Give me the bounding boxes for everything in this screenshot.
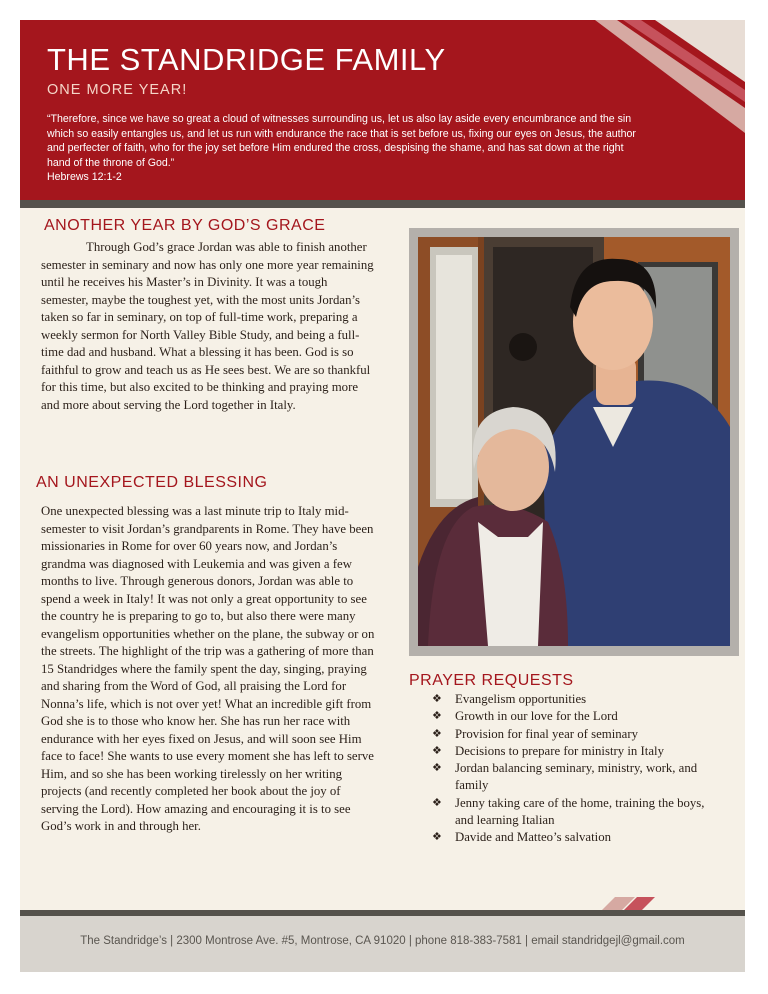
section-heading-grace: ANOTHER YEAR BY GOD’S GRACE <box>44 217 326 234</box>
diamond-bullet-icon: ❖ <box>432 710 442 723</box>
section-heading-prayer: PRAYER REQUESTS <box>409 672 574 689</box>
list-item-text: Jordan balancing seminary, ministry, work, and family <box>455 761 698 793</box>
list-item <box>430 743 720 760</box>
diamond-bullet-icon: ❖ <box>432 762 442 775</box>
list-item-text: Decisions to prepare for ministry in Italy <box>455 743 664 758</box>
photo-frame <box>409 228 739 656</box>
diamond-bullet-icon: ❖ <box>432 796 442 809</box>
family-photo <box>418 237 730 646</box>
section-body-grace: Through God’s grace Jordan was able to finish another semester in seminary and now has only one more year remaining until he receives his Master’s in Divinity. It was a tough semester, maybe the toughest yet, with the most units Jordan’s taken so far in seminary, on top of full-time work, preparing a weekly sermon for North Valley Bible Study, and being a full-time dad and husband. What a blessing it has been. God is so faithful to grow and teach us as He sees best. We are so thankful for this time, but also excited to be thinking and praying more and more about serving the Lord together in Italy. <box>41 240 374 412</box>
list-item-text: Provision for final year of seminary <box>455 726 639 741</box>
scripture-quote <box>47 112 637 185</box>
newsletter-page <box>20 20 745 972</box>
list-item <box>430 795 720 830</box>
section-heading-blessing: AN UNEXPECTED BLESSING <box>36 474 268 491</box>
diamond-bullet-icon: ❖ <box>432 831 442 844</box>
diamond-bullet-icon: ❖ <box>432 744 442 757</box>
list-item-text: Jenny taking care of the home, training the boys, and learning Italian <box>455 795 705 828</box>
page-subtitle: ONE MORE YEAR! <box>47 82 188 98</box>
list-item <box>430 829 720 846</box>
diamond-bullet-icon: ❖ <box>432 693 442 705</box>
list-item <box>430 726 720 743</box>
list-item <box>430 760 720 795</box>
prayer-request-list <box>430 691 720 847</box>
list-item <box>430 708 720 725</box>
contact-info: The Standridge’s | 2300 Montrose Ave. #5, Montrose, CA 91020 | phone 818-383-7581 | email standridgejl@gmail.com <box>80 935 685 947</box>
page-title: THE STANDRIDGE FAMILY <box>47 42 446 77</box>
list-item <box>430 691 720 708</box>
section-body-blessing: One unexpected blessing was a last minute trip to Italy mid-semester to visit Jordan’s grandparents in Rome. They have been missionaries in Rome for over 60 years now, and Jordan’s grandma was diagnosed with Leukemia and was given a few months to live. Through generous donors, Jordan was able to spend a week in Italy! It was not only a great opportunity to see the country he is preparing to go to, but also there were many evangelism opportunities whether on the plane, the subway or on the streets. The highlight of the trip was a gathering of more than 15 Standridges where the family spent the day, singing, praying and sharing from the Word of God, all praising the Lord for Nonna’s life, which is not over yet! What an incredible gift from God she is to those who know her. She has run her race with endurance with her eyes fixed on Jesus, and will soon see Him face to face! She wants to use every moment she has left to serve Him, and so she has been working tirelessly on her writing projects (and recently completed her book about the joy of serving the Lord). How amazing and encouraging it is to see God’s work in and through her. <box>41 504 375 833</box>
list-item-text: Growth in our love for the Lord <box>455 709 618 724</box>
scripture-reference: Hebrews 12:1-2 <box>47 171 122 184</box>
list-item-text: Davide and Matteo’s salvation <box>455 830 612 845</box>
header-banner <box>20 20 745 200</box>
diamond-bullet-icon: ❖ <box>432 727 442 740</box>
scripture-text: “Therefore, since we have so great a cloud of witnesses surrounding us, let us also lay aside every encumbrance and the sin which so easily entangles us, and let us run with endurance the race that is set before us, fixing our eyes on Jesus, the author and perfecter of faith, who for the joy set before Him endured the cross, despising the shame, and has sat down at the right hand of the throne of God.” <box>47 113 636 169</box>
list-item-text: Evangelism opportunities <box>455 692 587 706</box>
photo-illustration <box>418 237 730 646</box>
footer <box>20 916 745 972</box>
header-divider-band <box>20 200 745 208</box>
